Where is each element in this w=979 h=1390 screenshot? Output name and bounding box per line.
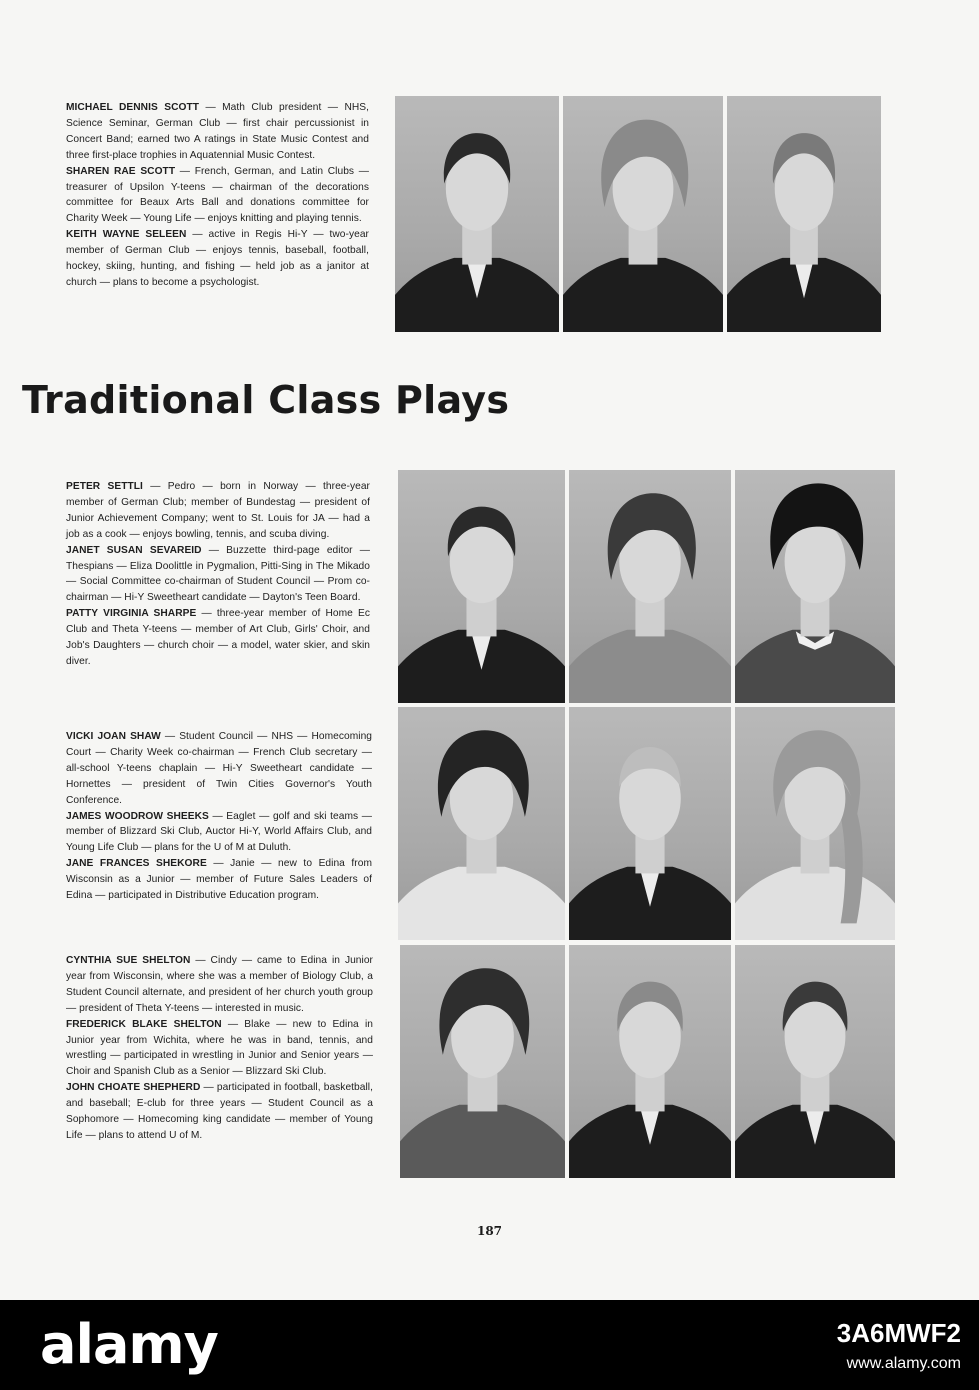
portrait-photo	[398, 470, 565, 703]
bio-entry	[66, 953, 373, 1017]
student-name: JANET SUSAN SEVAREID	[66, 544, 202, 556]
student-activities: — Pedro — born in Norway — three-year member of German Club; member of Bundestag — president of Junior Achievement Company; went to St. Louis for JA — had a job as a cook — enjoys bowling, tennis, and scuba diving.	[66, 481, 370, 540]
portrait-photo	[735, 470, 895, 703]
portrait-photo	[735, 707, 895, 940]
portrait-photo	[727, 96, 881, 332]
student-name: CYNTHIA SUE SHELTON	[66, 955, 191, 966]
bio-entry	[66, 856, 372, 904]
student-activities: — three-year member of Home Ec Club and Theta Y-teens — member of Art Club, Girls' Choir, and Job's Daughters — church choir — a model, water skier, and skin diver.	[66, 608, 371, 667]
bio-entry	[66, 227, 369, 291]
image-id: 3A6MWF2	[836, 1318, 961, 1348]
student-name: JAMES WOODROW SHEEKS	[66, 810, 209, 822]
site-url: www.alamy.com	[846, 1355, 961, 1372]
bio-block-4	[66, 953, 373, 1144]
portrait-photo	[735, 945, 895, 1178]
student-name: KEITH WAYNE SELEEN	[66, 229, 187, 241]
student-activities: — Cindy — came to Edina in Junior year from Wisconsin, where she was a member of Biology Club, a Student Council alternate, and president of her church youth group — president of Theta Y-teens — interested in music.	[66, 955, 373, 1014]
bio-entry	[66, 100, 369, 164]
student-activities: — French, German, and Latin Clubs — treasurer of Upsilon Y-teens — chairman of the decorations committee for Beaux Arts Ball and donations committee for Charity Week — Young Life — enjoys knitting and playing tennis.	[66, 165, 369, 225]
bio-block-3	[66, 729, 372, 904]
student-activities: — Blake — new to Edina in Junior year from Wichita, where he was in band, tennis, and wrestling — participated in wrestling in Junior and Senior years — Choir and Spanish Club as a Senior — Blizzard Ski Club.	[66, 1018, 373, 1078]
student-name: JANE FRANCES SHEKORE	[66, 858, 207, 870]
portrait-photo	[563, 96, 723, 332]
bio-entry	[66, 479, 370, 543]
portrait-photo	[395, 96, 559, 332]
student-name: VICKI JOAN SHAW	[66, 731, 161, 742]
bio-block-2	[66, 479, 370, 670]
page-heading: Traditional Class Plays	[22, 378, 510, 422]
portrait-photo	[398, 707, 565, 940]
bio-entry	[66, 606, 370, 670]
student-activities: — Janie — new to Edina from Wisconsin as a Junior — member of Future Sales Leaders of Edina — participated in Distributive Education program.	[66, 858, 372, 902]
bio-entry	[66, 1017, 373, 1081]
student-activities: — Math Club president — NHS, Science Seminar, German Club — first chair percussionist in Concert Band; earned two A ratings in State Music Contest and three first-place trophies in Aquatennial Music Contest.	[66, 102, 369, 161]
bio-block-1	[66, 100, 369, 291]
bio-entry	[66, 729, 372, 809]
student-name: MICHAEL DENNIS SCOTT	[66, 102, 200, 113]
bio-entry	[66, 543, 370, 607]
portrait-photo	[569, 945, 731, 1178]
bio-entry	[66, 809, 372, 857]
student-name: SHAREN RAE SCOTT	[66, 165, 176, 177]
student-name: PATTY VIRGINIA SHARPE	[66, 608, 197, 620]
student-name: FREDERICK BLAKE SHELTON	[66, 1018, 222, 1030]
brand-logo: alamy	[40, 1313, 218, 1376]
student-activities: — Eaglet — golf and ski teams — member of Blizzard Ski Club, Auctor Hi-Y, World Affairs Club, and Young Life Club — plans for the U of M at Duluth.	[66, 810, 373, 854]
bio-entry	[66, 164, 369, 228]
student-activities: — participated in football, basketball, and baseball; E-club for three years — Student Council as a Sophomore — Homecoming king candidate — member of Young Life — plans to attend U of M.	[66, 1082, 373, 1141]
student-activities: — Student Council — NHS — Homecoming Court — Charity Week co-chairman — French Club secretary — all-school Y-teens chaplain — Hi-Y Sweetheart candidate — Hornettes — president of Twin Cities Governor's Youth Conference.	[66, 731, 372, 806]
portrait-photo	[569, 470, 731, 703]
portrait-photo	[569, 707, 731, 940]
student-name: PETER SETTLI	[66, 481, 143, 492]
student-name: JOHN CHOATE SHEPHERD	[66, 1082, 201, 1094]
page-number: 187	[476, 1224, 503, 1238]
bio-entry	[66, 1080, 373, 1144]
student-activities: — active in Regis Hi-Y — two-year member of German Club — enjoys tennis, baseball, football, hockey, skiing, hunting, and fishing — held job as a janitor at church — plans to become a psychologist.	[66, 229, 369, 288]
student-activities: — Buzzette third-page editor — Thespians — Eliza Doolittle in Pygmalion, Pitti-Sing in The Mikado — Social Committee co-chairman of Student Council — Prom co-chairman — Hi-Y Sweetheart candidate — Dayton's Teen Board.	[66, 544, 371, 604]
portrait-photo	[400, 945, 565, 1178]
